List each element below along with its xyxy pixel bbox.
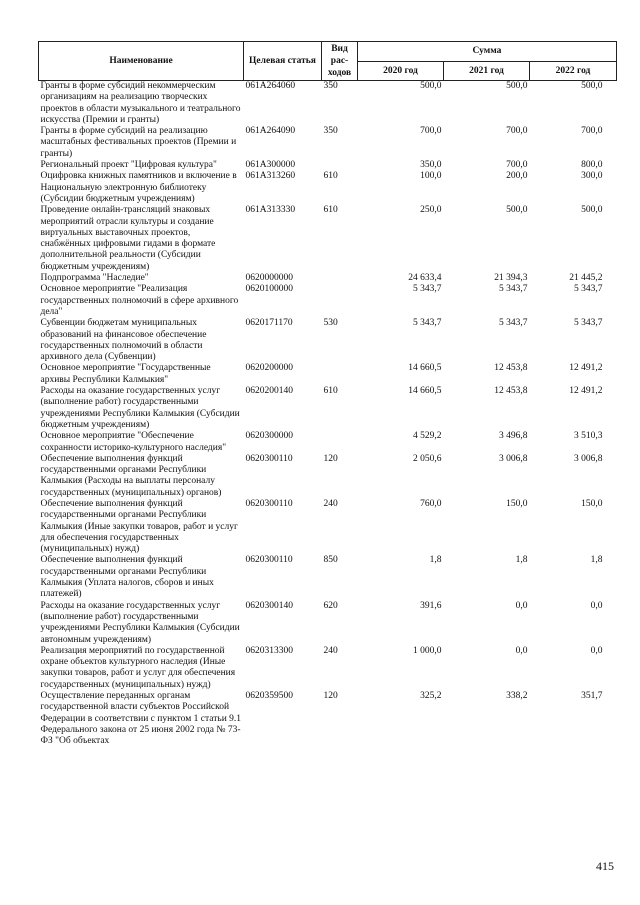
table-row — [39, 454, 617, 499]
table-row — [39, 284, 617, 318]
header-target-article: Целевая статья — [244, 42, 322, 81]
row-target-article: 0620171170 — [245, 318, 293, 329]
row-target-article: 0620000000 — [245, 273, 293, 284]
row-expense-type: 120 — [323, 691, 338, 702]
row-name: Обеспечение выполнения функций государственными органами Республики Калмыкия (Расходы на выплаты персоналу государственных (муниципальных) органов) — [40, 453, 222, 498]
row-expense-type — [322, 363, 358, 386]
row-value-2021: 700,0 — [506, 160, 528, 171]
row-target-article: 0620313300 — [245, 645, 293, 656]
row-value-2020: 250,0 — [420, 205, 442, 216]
row-expense-type — [322, 284, 358, 318]
row-name: Субвенции бюджетам муниципальных образований на финансовое обеспечение государственных полномочий в области архивного дела (Субвенции) — [40, 318, 207, 363]
row-value-2022: 300,0 — [581, 171, 603, 182]
table-row — [39, 363, 617, 386]
row-value-2021: 3 496,8 — [499, 431, 528, 442]
row-value-2022: 1,8 — [590, 555, 603, 566]
row-name: Расходы на оказание государственных услуг (выполнение работ) государственными учреждениями Республики Калмыкия (Субсидии автономным учреждениям) — [40, 600, 240, 645]
row-name: Гранты в форме субсидий на реализацию масштабных фестивальных проектов (Премии и гранты) — [40, 126, 237, 159]
row-value-2021: 700,0 — [506, 126, 528, 137]
row-value-2020: 2 050,6 — [413, 453, 442, 464]
row-value-2021: 3 006,8 — [499, 453, 528, 464]
header-expense-type: Вид рас-ходов — [322, 42, 358, 81]
row-expense-type — [322, 160, 358, 171]
table-row — [39, 160, 617, 171]
row-value-2020: 14 660,5 — [408, 363, 442, 374]
row-expense-type: 610 — [323, 205, 338, 216]
row-target-article: 061А313330 — [245, 205, 296, 216]
row-value-2022: 351,7 — [581, 691, 603, 702]
row-value-2020: 760,0 — [420, 498, 442, 509]
row-expense-type — [322, 273, 358, 284]
row-value-2022: 5 343,7 — [574, 284, 603, 295]
header-year-2021: 2021 год — [444, 61, 530, 81]
row-name: Обеспечение выполнения функций государственными органами Республики Калмыкия (Уплата налогов, сборов и иных платежей) — [40, 555, 214, 600]
row-value-2020: 391,6 — [420, 600, 442, 611]
row-value-2022: 3 006,8 — [574, 453, 603, 464]
row-target-article: 061А300000 — [245, 160, 296, 171]
row-value-2020: 325,2 — [420, 691, 442, 702]
row-name: Реализация мероприятий по государственной охране объектов культурного наследия (Иные закупки товаров, работ и услуг для обеспечения государственных (муниципальных) нужд) — [40, 645, 236, 690]
row-name: Обеспечение выполнения функций государственными органами Республики Калмыкия (Иные закупки товаров, работ и услуг для обеспечения государственных (муниципальных) нужд) — [40, 498, 238, 555]
row-value-2022: 500,0 — [581, 81, 603, 91]
row-value-2021: 500,0 — [506, 81, 528, 91]
row-name: Основное мероприятие "Обеспечение сохранности историко-культурного наследия" — [40, 431, 227, 453]
row-value-2021: 338,2 — [506, 691, 528, 702]
row-expense-type: 240 — [323, 645, 338, 656]
row-target-article: 0620100000 — [245, 284, 293, 295]
row-expense-type: 850 — [323, 555, 338, 566]
table-header — [39, 42, 617, 81]
row-expense-type: 240 — [323, 498, 338, 509]
row-value-2022: 12 491,2 — [569, 363, 603, 374]
row-target-article: 0620300140 — [245, 600, 293, 611]
table-row — [39, 386, 617, 431]
budget-table — [38, 41, 617, 748]
row-value-2021: 12 453,8 — [494, 386, 528, 397]
header-year-2020: 2020 год — [358, 61, 444, 81]
row-target-article: 0620300110 — [245, 498, 293, 509]
row-target-article: 061А313260 — [245, 171, 296, 182]
header-sum: Сумма — [358, 42, 617, 62]
table-body — [39, 81, 617, 748]
row-name: Основное мероприятие "Государственные архивы Республики Калмыкия" — [40, 363, 211, 385]
row-value-2021: 0,0 — [515, 645, 528, 656]
row-value-2021: 150,0 — [506, 498, 528, 509]
page-number: 415 — [596, 859, 614, 873]
row-value-2022: 5 343,7 — [574, 318, 603, 329]
row-name: Основное мероприятие "Реализация государственных полномочий в сфере архивного дела" — [40, 284, 239, 317]
row-target-article: 0620300000 — [245, 431, 293, 442]
table-row — [39, 273, 617, 284]
row-name: Расходы на оказание государственных услуг (выполнение работ) государственными учреждениями Республики Калмыкия (Субсидии бюджетным учреждениям) — [40, 386, 240, 430]
row-name: Подпрограмма "Наследие" — [40, 273, 149, 284]
row-value-2020: 100,0 — [420, 171, 442, 182]
row-value-2021: 500,0 — [506, 205, 528, 216]
row-name: Осуществление переданных органам государственной власти субъектов Российской Федерации в соответствии с пунктом 1 статьи 9.1 Федерального закона от 25 июня 2002 года № 73-ФЗ "Об объектах — [40, 691, 242, 747]
row-value-2020: 5 343,7 — [413, 284, 442, 295]
row-expense-type: 610 — [323, 386, 338, 397]
row-value-2022: 700,0 — [581, 126, 603, 137]
table-row — [39, 601, 617, 646]
row-value-2020: 1 000,0 — [413, 645, 442, 656]
table-row — [39, 555, 617, 600]
row-expense-type: 120 — [323, 453, 338, 464]
row-expense-type: 610 — [323, 171, 338, 182]
row-value-2020: 4 529,2 — [413, 431, 442, 442]
row-name: Региональный проект "Цифровая культура" — [40, 160, 217, 171]
row-value-2020: 1,8 — [429, 555, 442, 566]
row-value-2022: 0,0 — [590, 645, 603, 656]
row-value-2022: 500,0 — [581, 205, 603, 216]
row-target-article: 0620300110 — [245, 555, 293, 566]
row-expense-type: 530 — [323, 318, 338, 329]
row-expense-type: 350 — [323, 81, 338, 91]
row-value-2021: 200,0 — [506, 171, 528, 182]
row-value-2021: 5 343,7 — [499, 284, 528, 295]
row-name: Оцифровка книжных памятников и включение в Национальную электронную библиотеку (Субсидии бюджетным учреждениям) — [40, 171, 237, 204]
row-value-2022: 800,0 — [581, 160, 603, 171]
row-expense-type — [322, 431, 358, 454]
table-row — [39, 318, 617, 363]
table-row — [39, 691, 617, 747]
row-value-2021: 0,0 — [515, 600, 528, 611]
row-value-2020: 350,0 — [420, 160, 442, 171]
header-year-2022: 2022 год — [530, 61, 617, 81]
row-expense-type: 620 — [323, 600, 338, 611]
row-value-2021: 1,8 — [515, 555, 528, 566]
table-row — [39, 126, 617, 160]
row-value-2022: 3 510,3 — [574, 431, 603, 442]
row-value-2021: 21 394,3 — [494, 273, 528, 284]
row-value-2020: 24 633,4 — [408, 273, 442, 284]
row-value-2022: 150,0 — [581, 498, 603, 509]
row-value-2020: 700,0 — [420, 126, 442, 137]
row-value-2020: 500,0 — [420, 81, 442, 91]
row-target-article: 061А264060 — [245, 81, 296, 91]
table-row — [39, 499, 617, 555]
row-expense-type: 350 — [323, 126, 338, 137]
row-value-2022: 0,0 — [590, 600, 603, 611]
row-value-2021: 12 453,8 — [494, 363, 528, 374]
table-row — [39, 431, 617, 454]
row-value-2022: 21 445,2 — [569, 273, 603, 284]
row-target-article: 0620359500 — [245, 691, 293, 702]
row-name: Гранты в форме субсидий некоммерческим организациям на реализацию творческих проектов в области музыкального и театрального искусства (Премии и гранты) — [40, 81, 241, 125]
row-value-2020: 5 343,7 — [413, 318, 442, 329]
table-row — [39, 646, 617, 691]
row-target-article: 0620300110 — [245, 453, 293, 464]
header-name: Наименование — [39, 42, 244, 81]
row-value-2021: 5 343,7 — [499, 318, 528, 329]
row-value-2022: 12 491,2 — [569, 386, 603, 397]
table-row — [39, 171, 617, 205]
row-target-article: 0620200140 — [245, 386, 293, 397]
row-name: Проведение онлайн-трансляций знаковых мероприятий отрасли культуры и создание виртуальных выставочных проектов, снабжённых цифровыми гидами в формате дополнительной реальности (Субсидии бюджетным учреждениям) — [40, 205, 216, 272]
row-target-article: 061А264090 — [245, 126, 296, 137]
row-value-2020: 14 660,5 — [408, 386, 442, 397]
table-row — [39, 205, 617, 273]
table-row — [39, 81, 617, 127]
row-target-article: 0620200000 — [245, 363, 293, 374]
